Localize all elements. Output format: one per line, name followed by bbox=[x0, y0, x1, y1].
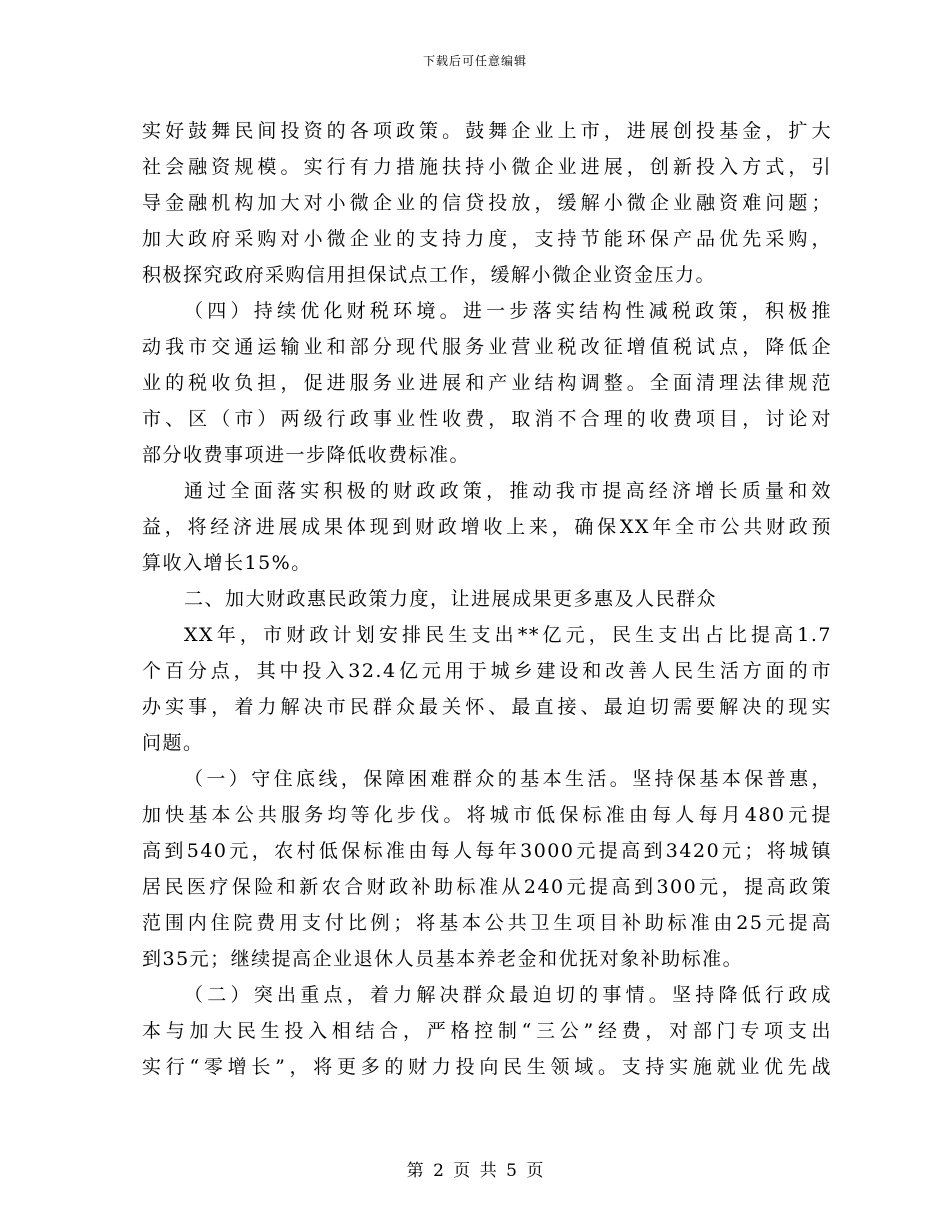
text-line: 居民医疗保险和新农合财政补助标准从240元提高到300元，提高政策 bbox=[142, 876, 832, 898]
text-line: 动我市交通运输业和部分现代服务业营业税改征增值税试点，降低企 bbox=[142, 336, 832, 358]
text-line: 积极探究政府采购信用担保试点工作，缓解小微企业资金压力。 bbox=[142, 264, 717, 286]
text-line: 实好鼓舞民间投资的各项政策。鼓舞企业上市，进展创投基金，扩大 bbox=[142, 120, 832, 142]
text-line: 个百分点，其中投入32.4亿元用于城乡建设和改善人民生活方面的市 bbox=[142, 660, 832, 682]
text-line: 范围内住院费用支付比例；将基本公共卫生项目补助标准由25元提高 bbox=[142, 912, 832, 934]
text-line: 加大政府采购对小微企业的支持力度，支持节能环保产品优先采购， bbox=[142, 228, 832, 250]
text-line: 算收入增长15%。 bbox=[142, 552, 312, 574]
text-line: （一）守住底线，保障困难群众的基本生活。坚持保基本保普惠， bbox=[184, 768, 832, 790]
text-line: 本与加大民生投入相结合，严格控制“三公”经费，对部门专项支出 bbox=[142, 1020, 832, 1042]
text-line: 部分收费事项进一步降低收费标准。 bbox=[142, 444, 471, 466]
text-line: 高到540元，农村低保标准由每人每年3000元提高到3420元；将城镇 bbox=[142, 840, 832, 862]
text-line: 问题。 bbox=[142, 732, 204, 754]
document-body bbox=[142, 113, 832, 1085]
text-line: 社会融资规模。实行有力措施扶持小微企业进展，创新投入方式，引 bbox=[142, 156, 832, 178]
text-line: 通过全面落实积极的财政政策，推动我市提高经济增长质量和效 bbox=[184, 480, 832, 502]
text-line: 益，将经济进展成果体现到财政增收上来，确保XX年全市公共财政预 bbox=[142, 516, 832, 538]
page-footer: 第 2 页 共 5 页 bbox=[406, 1161, 544, 1181]
text-line: 实行“零增长”，将更多的财力投向民生领域。支持实施就业优先战 bbox=[142, 1056, 832, 1078]
text-line: （四）持续优化财税环境。进一步落实结构性减税政策，积极推 bbox=[184, 300, 832, 322]
text-line: XX年，市财政计划安排民生支出**亿元，民生支出占比提高1.7 bbox=[184, 624, 832, 646]
text-line: 办实事，着力解决市民群众最关怀、最直接、最迫切需要解决的现实 bbox=[142, 696, 832, 718]
text-line: 到35元；继续提高企业退休人员基本养老金和优抚对象补助标准。 bbox=[142, 948, 744, 970]
page-header: 下载后可任意编辑 bbox=[422, 54, 527, 68]
text-line: 业的税收负担，促进服务业进展和产业结构调整。全面清理法律规范 bbox=[142, 372, 832, 394]
text-line: 二、加大财政惠民政策力度，让进展成果更多惠及人民群众 bbox=[184, 588, 718, 610]
text-line: 市、区（市）两级行政事业性收费，取消不合理的收费项目，讨论对 bbox=[142, 408, 832, 430]
text-line: 加快基本公共服务均等化步伐。将城市低保标准由每人每月480元提 bbox=[142, 804, 832, 826]
text-line: 导金融机构加大对小微企业的信贷投放，缓解小微企业融资难问题； bbox=[142, 192, 832, 214]
text-line: （二）突出重点，着力解决群众最迫切的事情。坚持降低行政成 bbox=[184, 984, 832, 1006]
